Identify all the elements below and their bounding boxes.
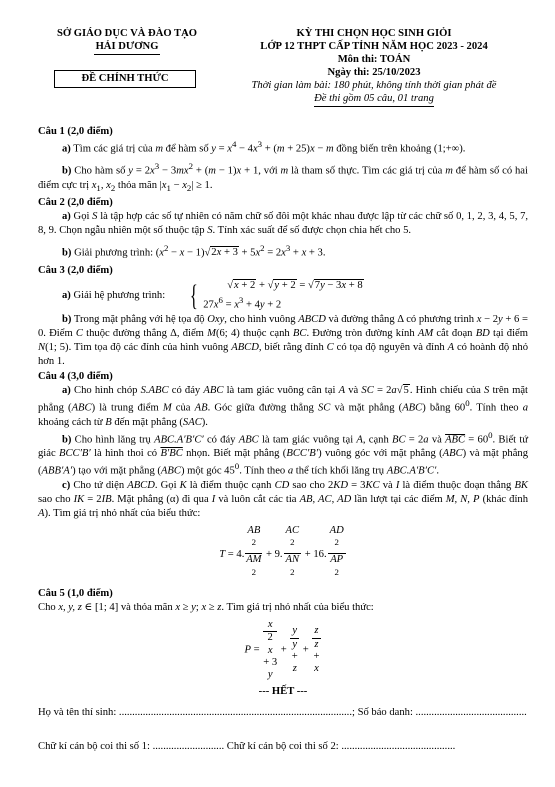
exam-header [222,28,526,107]
question-1b: b) Cho hàm số $y = 2x^3 - 3mx^2 + (m - 1)x + 1$, với m là tham số thực. Tìm các giá trị của m để hàm số có hai điểm cực trị $x_1$, $x_2$ thỏa mãn $|x_1 - x_2| \ge 1$. [38,161,528,194]
department-name: SỞ GIÁO DỤC VÀ ĐÀO TẠO [57,28,197,39]
exam-duration: Thời gian làm bài: 180 phút, không tính thời gian phát đề [251,79,497,91]
question-3a: a) Giải hệ phương trình: { √x + 2 + √y + 2 = √7y − 3x + 8 $27x^6 = x^3 + 4y + 2$ [62,278,363,312]
expression-P: P = x 2 x + 3 y + y y + z + z z + x [244,619,320,680]
question-1-title: Câu 1 (2,0 điểm) [38,126,113,137]
question-5-title: Câu 5 (1,0 điểm) [38,588,113,600]
question-4b: b) Cho hình lăng trụ ABC.A′B′C′ có đáy ABC là tam giác vuông tại A, cạnh BC = 2a và $\overline{ABC} = 60^0$. Biết tứ giác BCC′B′ là hình thoi có B′BC nhọn. Biết mặt phẳng (BCC′B′) vuông góc với mặt phẳng (ABC) và mặt phẳng (ABB′A′) tạo với mặt phẳng (ABC) một góc $45^0$. Tính theo a thể tích khối lăng trụ ABC.A′B′C′. [38,429,529,477]
exam-level: LỚP 12 THPT CẤP TỈNH NĂM HỌC 2023 - 2024 [260,40,488,52]
end-mark: --- HẾT --- [258,686,308,698]
candidate-info-line: Họ và tên thí sinh: ........................................................................................; Số báo danh: .......................................... [38,707,527,718]
exam-body [38,124,528,699]
province-name: HẢI DƯƠNG [94,41,161,55]
exam-subject: Môn thi: TOÁN [337,53,411,65]
department-header [38,28,216,55]
question-4c: c) Cho tứ diện ABCD. Gọi K là điểm thuộc cạnh CD sao cho 2KD = 3KC và I là điểm thuộc đoạn thẳng BK sao cho IK = 2IB. Mặt phẳng (α) đi qua I và luôn cắt các tia AB, AC, AD lần lượt tại các điểm M, N, P (khác đỉnh A). Tìm giá trị nhỏ nhất của biểu thức: [38,479,528,519]
expression-T: T = 4. AB $^2$ AM $^2$ + 9. AC $^2$ AN $^2$ + 16. AD $^2$ AP $^2$ [219,524,344,577]
exam-date: Ngày thi: 25/10/2023 [327,66,421,78]
official-stamp: ĐỀ CHÍNH THỨC [54,70,196,88]
proctor-signature-line: Chữ kí cán bộ coi thi số 1: ........................... Chữ kí cán bộ coi thi số 2: ........................................... [38,741,456,752]
question-4a: a) Cho hình chóp S.ABC có đáy ABC là tam giác vuông cân tại A và SC = 2a√5. Hình chiếu của S trên mặt phẳng (ABC) là trung điểm M của AB. Góc giữa đường thẳng SC và mặt phẳng (ABC) bằng $60^0$. Tính theo a khoảng cách từ B đến mặt phẳng (SAC). [38,385,529,428]
question-2b: b) Giải phương trình: $(x^2 - x - 1)√2x + 3 + 5x^2 = 2x^3 + x + 3$. [62,242,326,259]
exam-title: KỲ THI CHỌN HỌC SINH GIỎI [296,28,452,39]
question-3-title: Câu 3 (2,0 điểm) [38,265,113,277]
question-5: Cho x, y, z ∈ [1; 4] và thỏa mãn x ≥ y; x ≥ z. Tìm giá trị nhỏ nhất của biểu thức: [38,602,374,614]
question-1a: a) Tìm các giá trị của m để hàm số $y = x^4 - 4x^3 + (m + 25)x - m$ đồng biến trên khoảng (1;+∞). [62,138,466,155]
exam-page-count: Đề thi gồm 05 câu, 01 trang [314,93,434,107]
question-3b: b) Trong mặt phẳng với hệ tọa độ Oxy, cho hình vuông ABCD và đường thẳng Δ có phương trình x − 2y + 6 = 0. Điểm C thuộc đường thẳng Δ, điểm M(6; 4) thuộc cạnh BC. Đường tròn đường kính AM cắt đoạn BD tại điểm N(1; 5). Tìm tọa độ các đỉnh của hình vuông ABCD, biết rằng đỉnh C có tọa độ nguyên và đỉnh A có hoành độ nhỏ hơn 1. [38,314,528,368]
question-4-title: Câu 4 (3,0 điểm) [38,371,113,383]
question-2-title: Câu 2 (2,0 điểm) [38,196,113,208]
question-2a: a) Gọi S là tập hợp các số tự nhiên có năm chữ số đôi một khác nhau được lập từ các chữ số 0, 1, 2, 3, 4, 5, 7, 8, 9. Chọn ngẫu nhiên một số thuộc tập S. Tính xác suất để số được chọn chia hết cho 5. [38,210,529,236]
